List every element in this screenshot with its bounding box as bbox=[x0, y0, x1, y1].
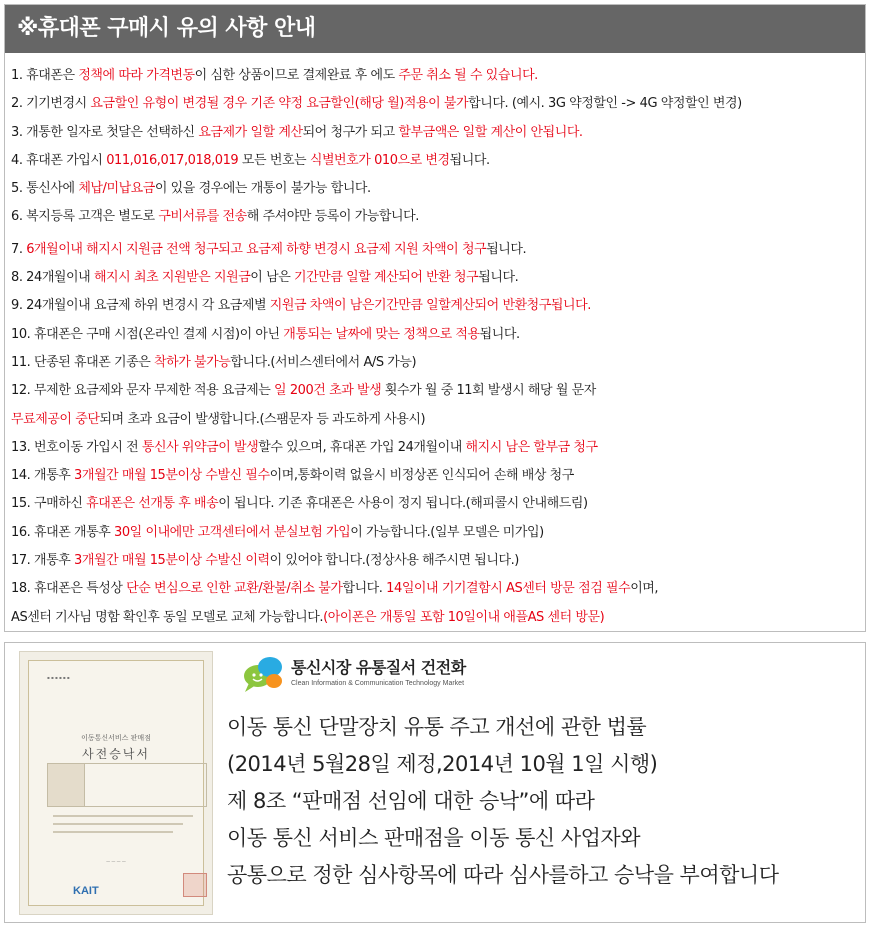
notice-item bbox=[11, 434, 865, 462]
notice-text: 7. bbox=[11, 241, 27, 257]
brand-subtitle: Clean Information & Communication Technology Market bbox=[291, 680, 465, 687]
notice-highlight-text: 3개월간 매월 15분이상 수발신 필수 bbox=[74, 468, 270, 484]
notice-item bbox=[11, 236, 865, 264]
notice-highlight-text: 착하가 불가능 bbox=[154, 354, 231, 370]
law-line: 제 8조 “판매점 선임에 대한 승낙”에 따라 bbox=[227, 789, 595, 813]
notice-highlight-text: 휴대폰은 선개통 후 배송 bbox=[86, 496, 219, 512]
certificate-title: 사전승낙서 bbox=[82, 747, 150, 761]
notice-highlight-text: 주문 취소 될 수 있습니다. bbox=[398, 68, 538, 83]
certificate-header-mark: ▪ ▪ ▪ ▪ ▪ ▪ bbox=[47, 675, 70, 680]
notice-text: 되며 초과 요금이 발생합니다.(스팸문자 등 과도하게 사용시) bbox=[99, 411, 426, 427]
notice-text: 이며, bbox=[630, 581, 659, 597]
notice-text: 9. 24개월이내 요금제 하위 변경시 각 요금제별 bbox=[11, 298, 270, 314]
speech-bubbles-logo-icon bbox=[241, 653, 287, 695]
notice-item bbox=[11, 349, 865, 377]
notice-highlight-text: 개통되는 날짜에 맞는 정책으로 적용 bbox=[283, 326, 480, 342]
certificate-table bbox=[47, 763, 207, 807]
notice-highlight-text: 해지시 남은 할부금 청구 bbox=[465, 439, 598, 455]
certificate-subtitle: 이동통신서비스 판매점 bbox=[81, 734, 151, 742]
certificate-seal bbox=[183, 873, 207, 897]
notice-text: 14. 개통후 bbox=[11, 468, 75, 484]
law-line: 이동 통신 서비스 판매점을 이동 통신 사업자와 bbox=[227, 826, 640, 850]
certificate-table-cell bbox=[48, 785, 85, 806]
notice-text: 17. 개통후 bbox=[11, 553, 75, 569]
law-line: (2014년 5월28일 제정,2014년 10월 1일 시행) bbox=[227, 752, 658, 776]
notice-item bbox=[11, 519, 865, 547]
certificate-text-line bbox=[53, 823, 183, 825]
notice-text: 이 됩니다. 기존 휴대폰은 사용이 정지 됩니다.(해피콜시 안내해드림) bbox=[218, 496, 588, 512]
notice-title: ※휴대폰 구매시 유의 사항 안내 bbox=[5, 5, 865, 53]
notice-highlight-text: 요금할인 유형이 변경될 경우 기존 약정 요금할인(해당 월)적용이 불가 bbox=[90, 96, 469, 112]
notice-highlight-text: 무료제공이 중단 bbox=[11, 411, 100, 427]
notice-item bbox=[11, 604, 865, 632]
certificate-table-cell bbox=[48, 764, 85, 786]
notice-text: 18. 휴대폰은 특성상 bbox=[11, 581, 127, 597]
notice-item bbox=[11, 119, 865, 147]
notice-text: 됩니다. bbox=[486, 241, 527, 257]
notice-text: 되어 청구가 되고 bbox=[302, 124, 399, 140]
notice-item bbox=[11, 292, 865, 320]
notice-highlight-text: 체납/미납요금 bbox=[78, 181, 155, 197]
notice-text: 합니다. (예시. 3G 약정할인 -> 4G 약정할인 변경) bbox=[468, 96, 742, 112]
notice-item bbox=[11, 62, 865, 90]
notice-text: 이 심한 상품이므로 결제완료 후 에도 bbox=[194, 68, 399, 83]
law-statement bbox=[227, 709, 779, 894]
notice-text: 2. 기기변경시 bbox=[11, 96, 91, 112]
notice-text: 해 주셔야만 등록이 가능합니다. bbox=[246, 209, 419, 225]
notice-item bbox=[11, 175, 865, 203]
notice-text: 모든 번호는 bbox=[238, 152, 310, 168]
notice-highlight-text: 구비서류를 전송 bbox=[158, 209, 247, 225]
notice-highlight-text: 식별번호가 010으로 변경 bbox=[309, 152, 450, 168]
notice-text: AS센터 기사님 명함 확인후 동일 모델로 교체 가능합니다. bbox=[11, 609, 324, 625]
kait-logo: KAIT bbox=[73, 885, 99, 897]
notice-highlight-text: 3개월간 매월 15분이상 수발신 이력 bbox=[74, 553, 270, 569]
notice-item bbox=[11, 147, 865, 175]
certificate-image bbox=[19, 651, 213, 915]
notice-item bbox=[11, 547, 865, 575]
notice-item bbox=[11, 377, 865, 405]
notice-text: 8. 24개월이내 bbox=[11, 270, 94, 286]
notice-text: 16. 휴대폰 개통후 bbox=[11, 524, 115, 540]
certificate-text-line bbox=[53, 815, 193, 817]
notice-text: 이 남은 bbox=[250, 270, 294, 286]
notice-highlight-text: (아이폰은 개통일 포함 10일이내 애플AS 센터 방문) bbox=[323, 609, 605, 625]
notice-text: 됩니다. bbox=[478, 270, 519, 286]
notice-item bbox=[11, 490, 865, 518]
notice-text: 횟수가 월 중 11회 발생시 해당 월 문자 bbox=[381, 383, 596, 399]
notice-text: 5. 통신사에 bbox=[11, 181, 79, 197]
notice-text: 12. 무제한 요금제와 문자 무제한 적용 요금제는 bbox=[11, 383, 275, 399]
notice-list bbox=[5, 53, 865, 632]
notice-text: 4. 휴대폰 가입시 bbox=[11, 152, 107, 168]
notice-item bbox=[11, 321, 865, 349]
law-line: 이동 통신 단말장치 유통 주고 개선에 관한 법률 bbox=[227, 715, 647, 739]
notice-item bbox=[11, 203, 865, 231]
notice-text: 11. 단종된 휴대폰 기종은 bbox=[11, 354, 155, 370]
notice-highlight-text: 요금제가 일할 계산 bbox=[198, 124, 303, 140]
brand-title: 통신시장 유통질서 건전화 bbox=[291, 658, 466, 677]
notice-highlight-text: 일 200건 초과 발생 bbox=[274, 383, 382, 399]
notice-text: 13. 번호이동 가입시 전 bbox=[11, 439, 142, 455]
notice-highlight-text: 정책에 따라 가격변동 bbox=[78, 68, 195, 83]
law-line: 공통으로 정한 심사항목에 따라 심사를하고 승낙을 부여합니다 bbox=[227, 863, 779, 887]
purchase-notice-panel bbox=[4, 4, 866, 632]
certification-panel bbox=[4, 642, 866, 923]
notice-highlight-text: 통신사 위약금이 발생 bbox=[141, 439, 259, 455]
notice-item bbox=[11, 90, 865, 118]
notice-text: 이 가능합니다.(일부 모델은 미가입) bbox=[350, 524, 544, 540]
notice-highlight-text: 해지시 최초 지원받은 지원금 bbox=[93, 270, 251, 286]
certificate-date-line: — — — — bbox=[106, 859, 126, 864]
notice-text: 6. 복지등록 고객은 별도로 bbox=[11, 209, 159, 225]
notice-text: 할수 있으며, 휴대폰 가입 24개월이내 bbox=[258, 439, 466, 455]
notice-text: 10. 휴대폰은 구매 시점(온라인 결제 시점)이 아닌 bbox=[11, 326, 284, 342]
notice-highlight-text: 6개월이내 해지시 지원금 전액 청구되고 요금제 하향 변경시 요금제 지원 차액이 청구 bbox=[26, 241, 487, 257]
notice-highlight-text: 단순 변심으로 인한 교환/환불/취소 불가 bbox=[126, 581, 343, 597]
notice-highlight-text: 지원금 차액이 남은기간만큼 일할계산되어 반환청구됩니다. bbox=[269, 298, 591, 314]
notice-highlight-text: 14일이내 기기결함시 AS센터 방문 점검 필수 bbox=[386, 581, 631, 597]
notice-text: 3. 개통한 일자로 첫달은 선택하신 bbox=[11, 124, 199, 140]
notice-highlight-text: 기간만큼 일할 계산되어 반환 청구 bbox=[294, 270, 479, 286]
notice-highlight-text: 011,016,017,018,019 bbox=[106, 152, 239, 168]
brand-block bbox=[241, 651, 541, 699]
notice-text: 됩니다. bbox=[449, 152, 490, 168]
notice-text: 합니다.(서비스센터에서 A/S 가능) bbox=[230, 354, 417, 370]
notice-text: 이며,통화이력 없을시 비정상폰 인식되어 손해 배상 청구 bbox=[269, 468, 574, 484]
notice-highlight-text: 할부금액은 일할 계산이 안됩니다. bbox=[398, 124, 583, 140]
certificate-text-line bbox=[53, 831, 173, 833]
notice-highlight-text: 30일 이내에만 고객센터에서 분실보험 가입 bbox=[114, 524, 351, 540]
notice-text: 15. 구매하신 bbox=[11, 496, 87, 512]
notice-text: 이 있어야 합니다.(정상사용 해주시면 됩니다.) bbox=[269, 553, 519, 569]
notice-item bbox=[11, 406, 865, 434]
certificate-frame bbox=[28, 660, 204, 906]
notice-text: 됩니다. bbox=[479, 326, 520, 342]
notice-text: 이 있을 경우에는 개통이 불가능 합니다. bbox=[154, 181, 371, 197]
notice-item bbox=[11, 462, 865, 490]
notice-item bbox=[11, 264, 865, 292]
notice-text: 1. 휴대폰은 bbox=[11, 68, 79, 83]
notice-text: 합니다. bbox=[342, 581, 387, 597]
notice-item bbox=[11, 575, 865, 603]
